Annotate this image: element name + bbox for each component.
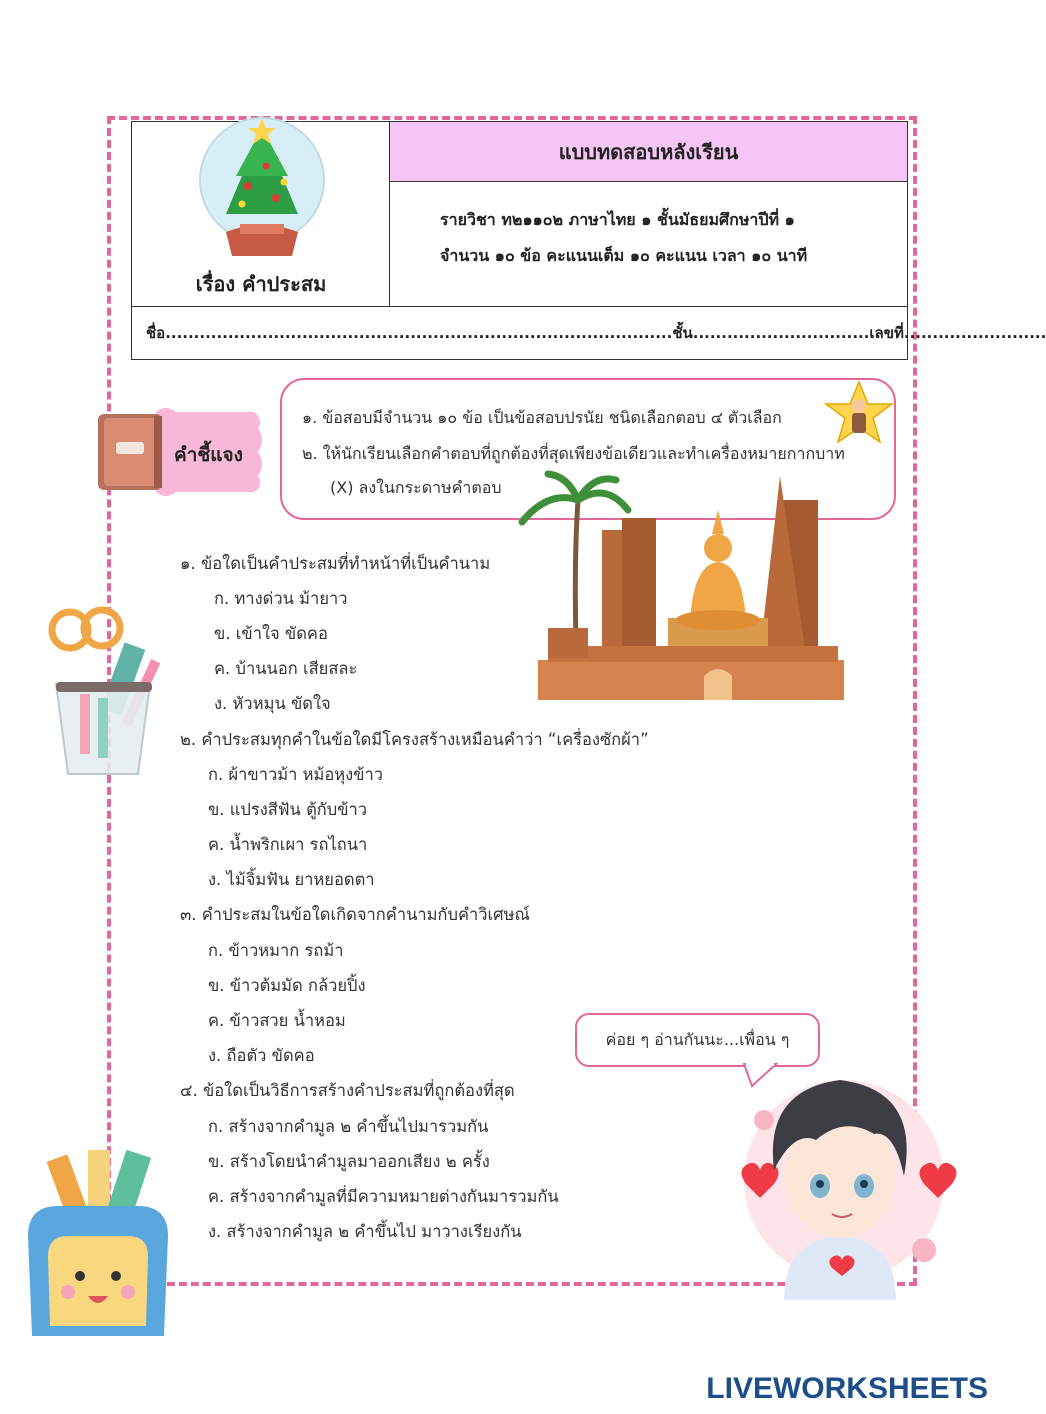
instructions-label: คำชี้แจง — [174, 444, 243, 466]
question-1: ๑. ข้อใดเป็นคำประสมที่ทำหน้าที่เป็นคำนาม — [180, 554, 491, 573]
course-info-line-2: จำนวน ๑๐ ข้อ คะแนนเต็ม ๑๐ คะแนน เวลา ๑๐ นาที — [440, 246, 808, 265]
question-2: ๒. คำประสมทุกคำในข้อใดมีโครงสร้างเหมือนคำว่า “เครื่องซักผ้า” — [180, 730, 649, 749]
instruction-item: (X) ลงในกระดาษคำตอบ — [330, 478, 502, 497]
option-choice[interactable]: ก. สร้างจากคำมูล ๒ คำขึ้นไปมารวมกัน — [208, 1117, 489, 1136]
instruction-item: ๒. ให้นักเรียนเลือกคำตอบที่ถูกต้องที่สุดเพียงข้อเดียวและทำเครื่องหมายกากบาท — [302, 444, 845, 463]
option-choice[interactable]: ง. ไม้จิ้มฟัน ยาหยอดตา — [208, 870, 375, 889]
option-choice[interactable]: ค. ข้าวสวย น้ำหอม — [208, 1011, 346, 1030]
course-info-line-1: รายวิชา ท๒๑๑๐๒ ภาษาไทย ๑ ชั้นมัธยมศึกษาปีที่ ๑ — [440, 210, 795, 229]
course-info — [390, 182, 907, 306]
test-title: แบบทดสอบหลังเรียน — [390, 122, 907, 182]
option-choice[interactable]: ง. สร้างจากคำมูล ๒ คำขึ้นไป มาวางเรียงกัน — [208, 1222, 522, 1241]
option-choice[interactable]: ข. เข้าใจ ขัดคอ — [214, 624, 328, 643]
option-choice[interactable]: ข. สร้างโดยนำคำมูลมาออกเสียง ๒ ครั้ง — [208, 1152, 490, 1171]
boy-character-illustration — [724, 1060, 956, 1308]
instruction-item: ๑. ข้อสอบมีจำนวน ๑๐ ข้อ เป็นข้อสอบปรนัย ชนิดเลือกตอบ ๔ ตัวเลือก — [302, 408, 782, 427]
speech-bubble: ค่อย ๆ อ่านกันนะ...เพื่อน ๆ — [575, 1013, 820, 1067]
header-topic-cell — [132, 122, 390, 306]
option-choice[interactable]: ง. หัวหมุน ขัดใจ — [214, 694, 331, 713]
stationery-cup-icon — [40, 604, 170, 786]
option-choice[interactable]: ค. สร้างจากคำมูลที่มีความหมายต่างกันมารวมกัน — [208, 1187, 559, 1206]
option-choice[interactable]: ค. น้ำพริกเผา รถไถนา — [208, 835, 368, 854]
star-student-icon — [824, 380, 894, 444]
backpack-character-icon — [18, 1146, 178, 1346]
question-4: ๔. ข้อใดเป็นวิธีการสร้างคำประสมที่ถูกต้องที่สุด — [180, 1081, 515, 1100]
temple-buddha-illustration — [518, 470, 848, 714]
topic-title: เรื่อง คำประสม — [195, 272, 327, 296]
option-choice[interactable]: ก. ข้าวหมาก รถม้า — [208, 941, 344, 960]
student-name-line[interactable]: ชื่อ.........................................................................................ชั้น...............................เลขที่......................... — [132, 306, 907, 359]
option-choice[interactable]: ก. ทางด่วน ม้ายาว — [214, 589, 348, 608]
option-choice[interactable]: ข. ข้าวต้มมัด กล้วยปิ้ง — [208, 976, 366, 995]
option-choice[interactable]: ค. บ้านนอก เสียสละ — [214, 659, 358, 678]
header-table — [131, 121, 1046, 360]
option-choice[interactable]: ข. แปรงสีฟัน ตู้กับข้าว — [208, 800, 368, 819]
liveworksheets-logo: LIVEWORKSHEETS — [706, 1372, 988, 1405]
option-choice[interactable]: ก. ผ้าขาวม้า หม้อหุงข้าว — [208, 765, 384, 784]
option-choice[interactable]: ง. ถือตัว ขัดคอ — [208, 1046, 315, 1065]
question-3: ๓. คำประสมในข้อใดเกิดจากคำนามกับคำวิเศษณ์ — [180, 905, 530, 924]
christmas-snowglobe-icon — [196, 106, 328, 266]
